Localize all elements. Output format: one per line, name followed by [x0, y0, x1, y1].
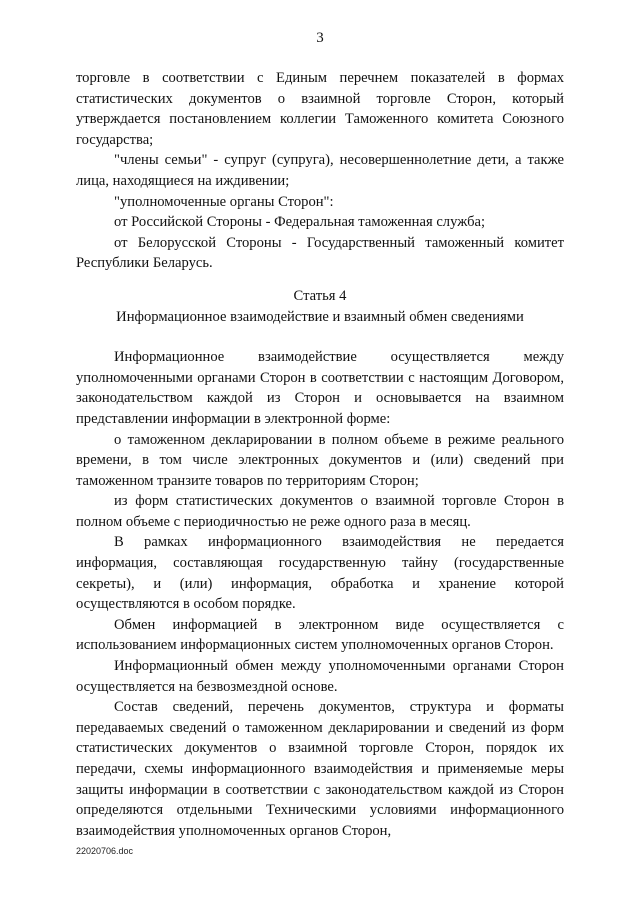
- article-title: Информационное взаимодействие и взаимный обмен сведениями: [116, 308, 524, 325]
- paragraph-belarusian-side: от Белорусской Стороны - Государственный таможенный комитет Республики Беларусь.: [76, 234, 564, 272]
- article-number: Статья 4: [293, 287, 347, 304]
- paragraph-state-secrets: В рамках информационного взаимодействия не передается информация, составляющая государственную тайну (государственные секреты), и (или) информация, обработка и хранение которой осуществляются в особом порядке.: [76, 534, 564, 613]
- paragraph-statistical-forms: из форм статистических документов о взаимной торговле Сторон в полном объеме с периодичностью не реже одного раза в месяц.: [76, 493, 564, 530]
- page-number: 3: [316, 30, 324, 46]
- paragraph-russian-side: от Российской Стороны - Федеральная таможенная служба;: [114, 214, 486, 231]
- paragraph-technical-conditions: Состав сведений, перечень документов, структура и форматы передаваемых сведений о таможенном декларировании и сведений из форм статистических документов о взаимной торговле Сторон, порядок их передачи, схемы информационного взаимодействия и применяемые меры защиты информации в соответствии с законодательством каждой из Сторон определяются отдельными Техническими условиями информационного взаимодействия уполномоченных органов Сторон,: [76, 699, 564, 839]
- paragraph-authorized-bodies: "уполномоченные органы Сторон":: [114, 193, 334, 210]
- file-name-footer: 22020706.doc: [76, 846, 134, 856]
- paragraph-customs-declaration: о таможенном декларировании в полном объеме в режиме реального времени, в том числе электронных документов и (или) сведений при таможенном транзите товаров по территориям Сторон;: [76, 431, 564, 489]
- document-body: [76, 68, 564, 841]
- paragraph-electronic-exchange: Обмен информацией в электронном виде осуществляется с использованием информационных систем уполномоченных органов Сторон.: [76, 616, 564, 654]
- paragraph-trade-indicators: торговле в соответствии с Единым перечнем показателей в формах статистических документов о взаимной торговле Сторон, который утверждается постановлением коллегии Таможенного комитета Союзного государства;: [76, 70, 564, 148]
- paragraph-information-interaction: Информационное взаимодействие осуществляется между уполномоченными органами Сторон в соответствии с настоящим Договором, законодательством каждой из Сторон и основывается на взаимном представлении информации в электронной форме:: [76, 349, 564, 427]
- paragraph-free-exchange: Информационный обмен между уполномоченными органами Сторон осуществляется на безвозмездной основе.: [76, 658, 564, 695]
- paragraph-family-members: "члены семьи" - супруг (супруга), несовершеннолетние дети, а также лица, находящиеся на иждивении;: [76, 152, 564, 189]
